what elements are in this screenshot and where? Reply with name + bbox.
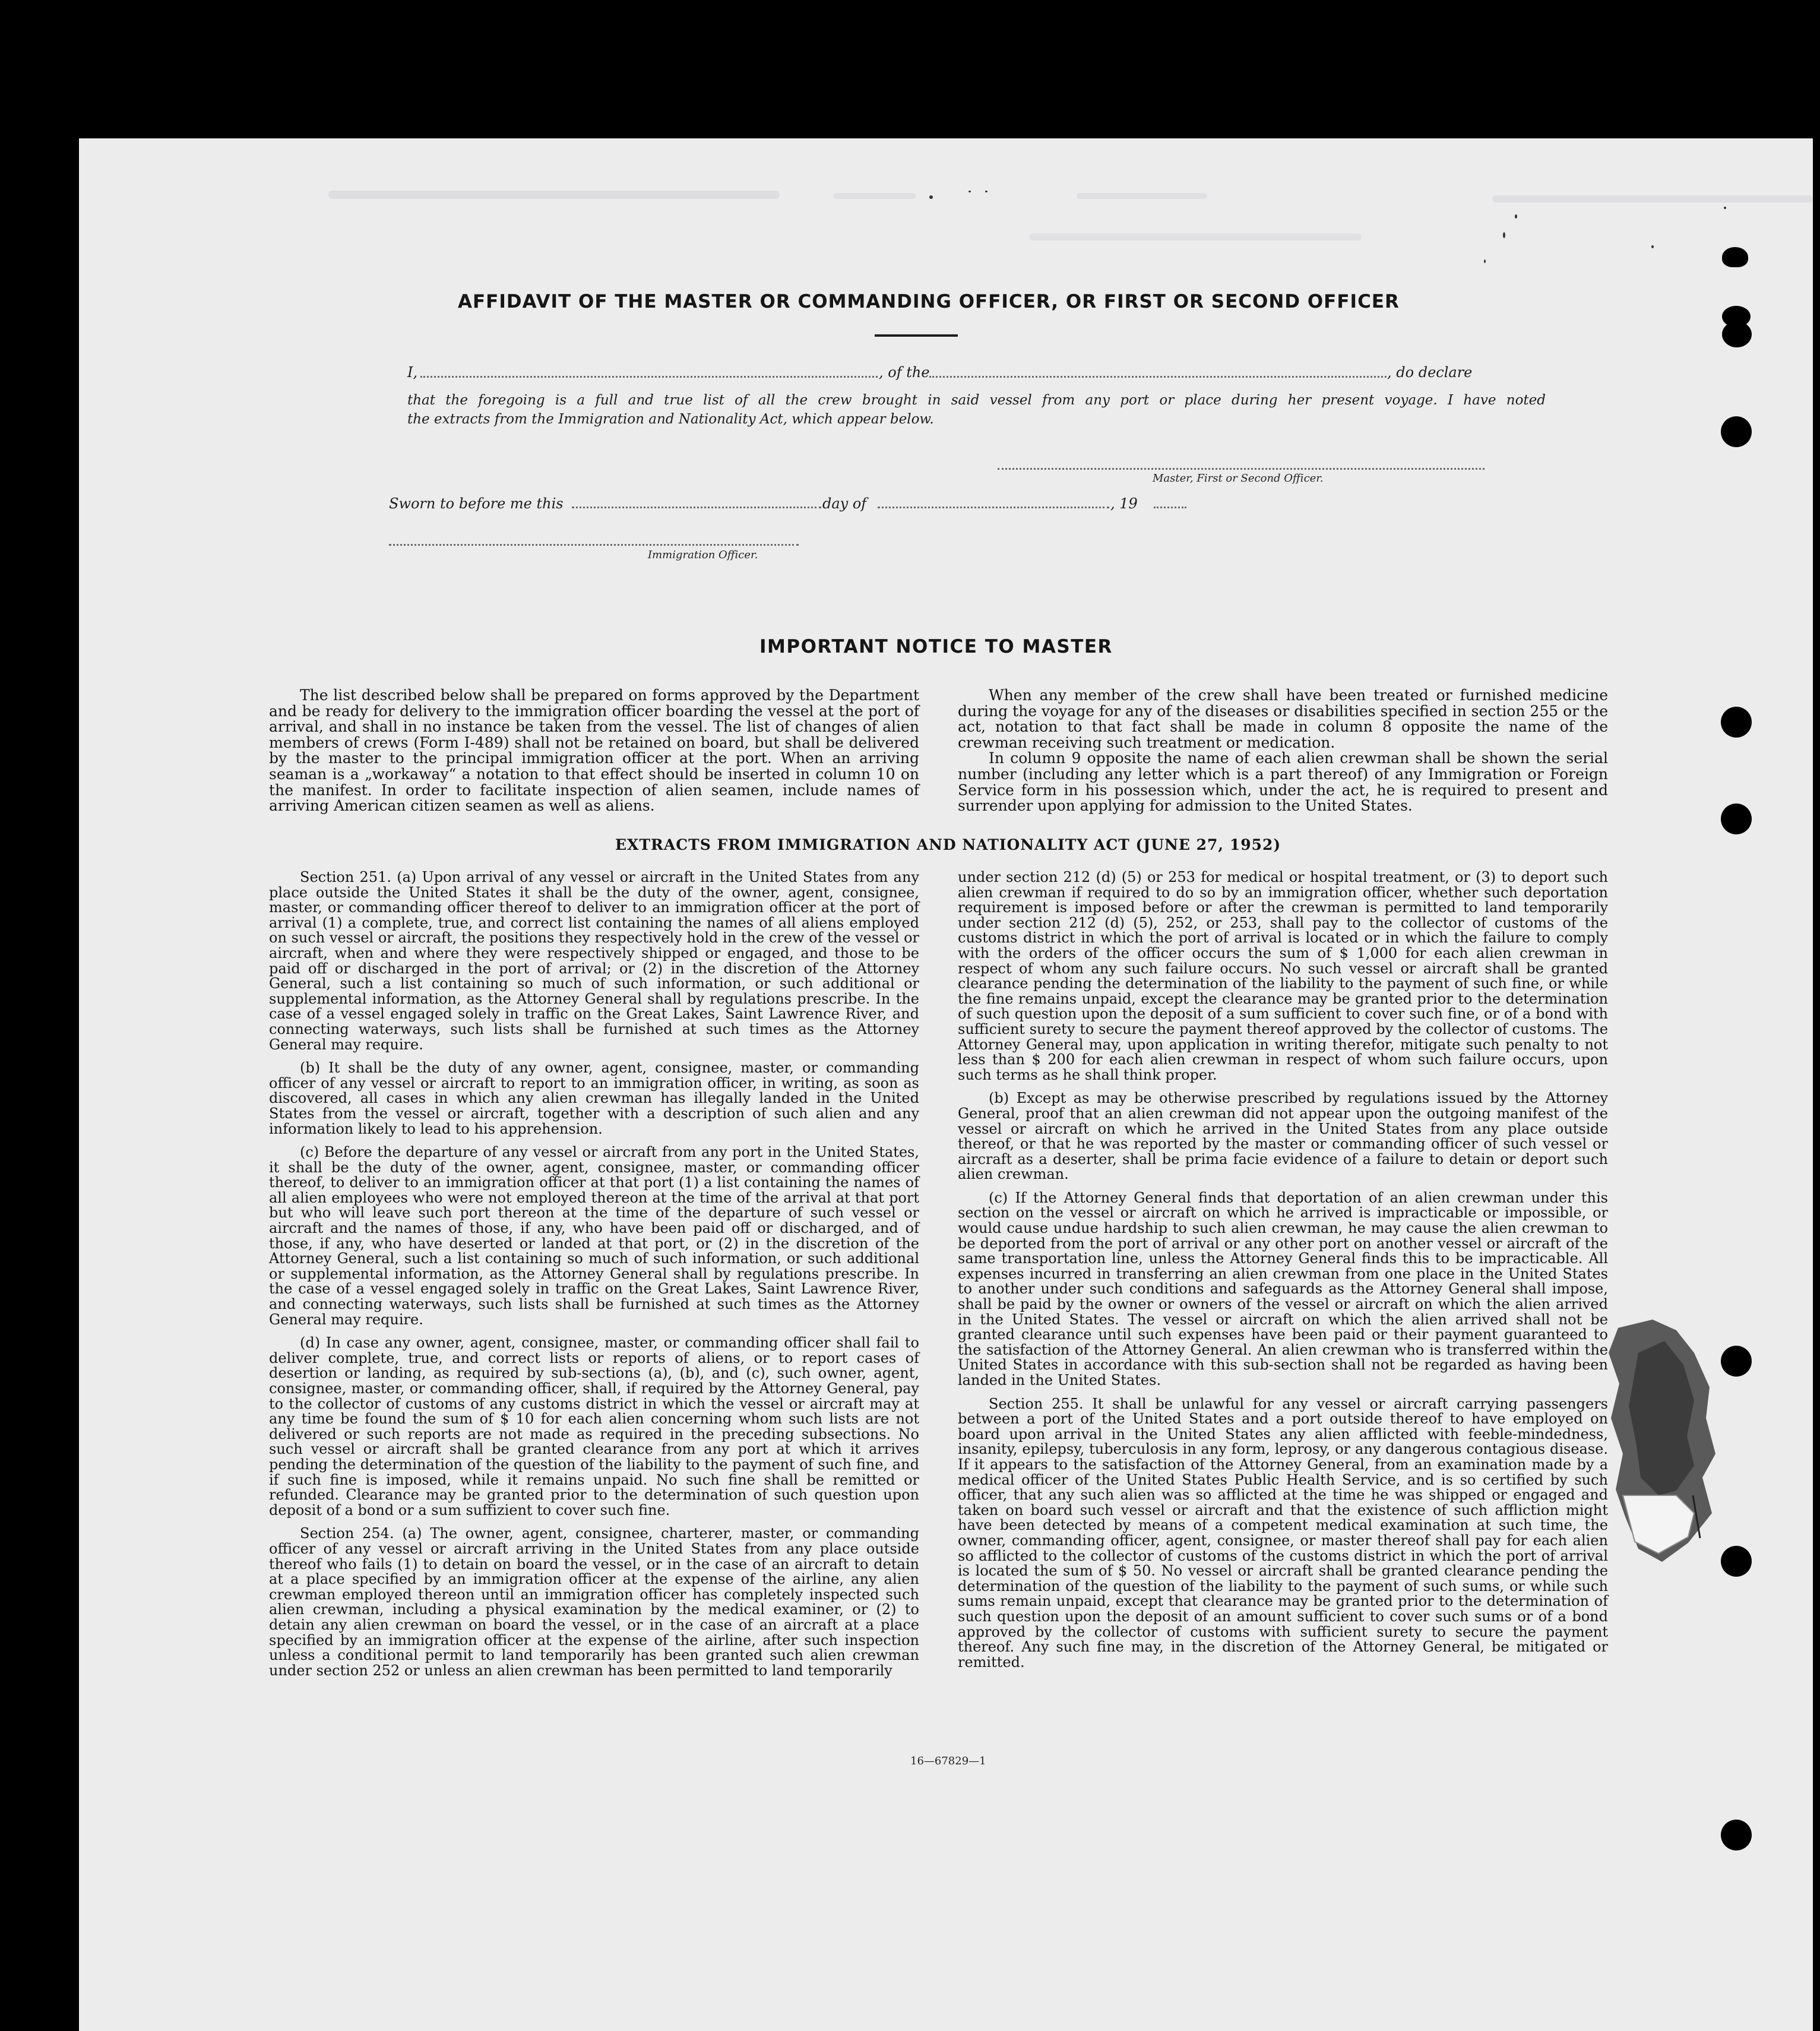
notice-paragraph: When any member of the crew shall have been treated or furnished medicine during the voyage for any of the diseases or disabilities specified in section 255 or the act, notation to that fact shall be made in column 8 opposite the name of the crewman receiving such treatment or medication. <box>958 687 1608 751</box>
section-paragraph: Section 255. It shall be unlawful for any vessel or aircraft carrying passengers between a port of the United States and a port outside thereof to have employed on board upon arrival in the United States any alien afflicted with feeble-mindedness, insanity, epilepsy, tuberculosis in any form, leprosy, or any dangerous contagious disease. If it appears to the satisfaction of the Attorney General, from an examination made by a medical officer of the United States Public Health Service, and is so certified by such officer, that any such alien was so afflicted at the time he was shipped or engaged and taken on board such vessel or aircraft and that the existence of such affliction might have been detected by means of a competent medical examination at such time, the owner, commanding officer, agent, consignee, or master thereof shall pay for each alien so afflicted to the collector of customs of the customs district in which the port of arrival is located the sum of $ 50. No vessel or aircraft shall be granted clearance pending the determination of the question of the liability to the payment of such sums, or while such sums remain unpaid, except that clearance may be granted prior to the determination of such question upon the deposit of an amount sufficient to cover such sums or of a bond approved by the collector of customs with sufficient surety to secure the payment thereof. Any such fine may, in the discretion of the Attorney General, be mitigated or remitted. <box>958 1395 1608 1671</box>
affidavit-declaration-line2: the extracts from the Immigration and Nationality Act, which appear below. <box>407 412 934 427</box>
sworn-day-field-line[interactable] <box>572 507 821 508</box>
speck <box>1503 232 1505 238</box>
affidavit-of-the: , of the <box>879 364 930 381</box>
extracts-right-column <box>958 870 1608 1678</box>
bleed-through-mark <box>833 193 916 199</box>
document-page <box>79 138 1813 2031</box>
punch-hole <box>1721 416 1752 447</box>
sworn-label: Sworn to before me this <box>389 495 564 512</box>
punch-hole <box>1721 707 1752 738</box>
section-paragraph: under section 212 (d) (5) or 253 for medical or hospital treatment, or (3) to deport such alien crewman if required to do so by an immigration officer, whether such deportation requirement is imposed before or after the crewman is permitted to land temporarily under section 212 (d) (5), 252, or 253, shall pay to the collector of customs of the customs district in which the port of arrival is located or in which the failure to comply with the orders of the officer occurs the sum of $ 1,000 for each alien crewman in respect of whom any such failure occurs. No such vessel or aircraft shall be granted clearance pending the determination of the liability to the payment of such fine, or while the fine remains unpaid, except the clearance may be granted prior to the determination of such question upon the deposit of a sum sufficient to cover such fine, or of a bond with sufficient surety to secure the payment thereof approved by the collector of customs. The Attorney General may, upon application in writing therefor, mitigate such penalty to not less than $ 200 for each alien crewman in respect of whom such failure occurs, upon such terms as he shall think proper. <box>958 869 1608 1083</box>
bleed-through-mark <box>1492 195 1813 203</box>
vessel-field-line[interactable] <box>929 376 1387 378</box>
section-paragraph: Section 251. (a) Upon arrival of any vessel or aircraft in the United States from any place outside the United States it shall be the duty of the owner, agent, consignee, master, or commanding officer thereof to deliver to an immigration officer at the port of arrival (1) a complete, true, and correct list containing the names of all aliens employed on such vessel or aircraft, the positions they respectively hold in the crew of the vessel or aircraft, when and where they were respectively shipped or engaged, and those to be paid off or discharged in the port of arrival; or (2) in the discretion of the Attorney General, such a list containing so much of such information, or such additional or supplemental information, as the Attorney General shall by regulations prescribe. In the case of a vessel engaged solely in traffic on the Great Lakes, Saint Lawrence River, and connecting waterways, such lists shall be furnished at such times as the Attorney General may require. <box>269 869 919 1053</box>
section-paragraph: (c) Before the departure of any vessel or aircraft from any port in the United States, it shall be the duty of the owner, agent, consignee, master, or commanding officer thereof, to deliver to an immigration officer at that port (1) a list containing the names of all alien employees who were not employed thereon at the time of the arrival at that port but who will leave such port thereon at the time of the departure of such vessel or aircraft and the names of those, if any, who have been paid off or discharged, and of those, if any, who have deserted or landed at that port, or (2) in the discretion of the Attorney General, such a list containing so much of such information, or such additional or supplemental information, as the Attorney General shall by regulations prescribe. In the case of a vessel engaged solely in traffic on the Great Lakes, Saint Lawrence River, and connecting waterways, such lists shall be furnished at such times as the Attorney General may require. <box>269 1144 919 1328</box>
section-paragraph: (b) It shall be the duty of any owner, agent, consignee, master, or commanding officer of any vessel or aircraft to report to an immigration officer, in writing, as soon as discovered, all cases in which any alien crewman has illegally landed in the United States from the vessel or aircraft, together with a description of such alien and any information likely to lead to his apprehension. <box>269 1059 919 1137</box>
affidavit-i: I, <box>407 364 418 381</box>
punch-hole <box>1722 247 1748 267</box>
punch-hole <box>1721 1346 1752 1377</box>
affidavit-title: AFFIDAVIT OF THE MASTER OR COMMANDING OFFICER, OR FIRST OR SECOND OFFICER <box>458 291 1400 312</box>
form-number: 16—67829—1 <box>910 1755 986 1767</box>
affidavit-declaration-line1: that the foregoing is a full and true list of all the crew brought in said vessel from any port or place during her present voyage. I have noted <box>407 393 1546 408</box>
speck <box>968 191 971 192</box>
affidavit-do-declare: , do declare <box>1387 364 1473 381</box>
punch-hole <box>1721 1820 1752 1850</box>
speck <box>1651 245 1654 248</box>
section-paragraph: (c) If the Attorney General finds that deportation of an alien crewman under this section on the vessel or aircraft on which he arrived is impracticable or impossible, or would cause undue hardship to such alien crewman, he may cause the alien crewman to be deported from the port of arrival or any other port on another vessel or aircraft of the same transportation line, unless the Attorney General finds this to be impracticable. All expenses incurred in transferring an alien crewman from one place in the United States to another under such conditions and safeguards as the Attorney General shall impose, shall be paid by the owner or owners of the vessel or aircraft on which the alien arrived in the United States. The vessel or aircraft on which the alien arrived shall not be granted clearance until such expenses have been paid or their payment guaranteed to the satisfaction of the Attorney General. An alien crewman who is transferred within the United States in accordance with this sub-section shall not be regarded as having been landed in the United States. <box>958 1189 1608 1388</box>
notice-right-column <box>958 688 1608 814</box>
name-field-line[interactable] <box>420 376 878 378</box>
punch-hole <box>1721 1546 1752 1577</box>
section-paragraph: (d) In case any owner, agent, consignee, master, or commanding officer shall fail to deliver complete, true, and correct lists or reports of aliens, or to report cases of desertion or landing, as required by sub-sections (a), (b), and (c), such owner, agent, consignee, master, or commanding officer, shall, if required by the Attorney General, pay to the collector of customs of any customs district in which the vessel or aircraft may at any time be found the sum of $ 10 for each alien concerning whom such lists are not delivered or such reports are not made as required in the preceding subsections. No such vessel or aircraft shall be granted clearance from any port at which it arrives pending the determination of the question of the liability to the payment of such fine, and if such fine is imposed, while it remains unpaid. No such fine shall be remitted or refunded. Clearance may be granted prior to the determination of such question upon deposit of a bond or a sum suffizient to cover such fine. <box>269 1334 919 1518</box>
speck <box>985 191 987 192</box>
immigration-officer-signature-line[interactable] <box>389 544 799 546</box>
notice-title: IMPORTANT NOTICE TO MASTER <box>759 636 1113 657</box>
punch-hole <box>1722 321 1752 347</box>
bleed-through-mark <box>1029 233 1362 241</box>
master-signature-caption: Master, First or Second Officer. <box>1153 472 1324 485</box>
punch-hole <box>1721 803 1752 834</box>
speck <box>1515 214 1517 219</box>
notice-paragraph: In column 9 opposite the name of each alien crewman shall be shown the serial number (including any letter which is a part thereof) of any Immigration or Foreign Service form in his possession which, under the act, he is required to present and surrender upon applying for admission to the United States. <box>958 749 1608 815</box>
bleed-through-mark <box>1077 193 1207 199</box>
notice-paragraph: The list described below shall be prepared on forms approved by the Department and be ready for delivery to the immigration officer boarding the vessel at the port of arrival, and shall in no instance be taken from the vessel. The list of changes of alien members of crews (Form I-489) shall not be retained on board, but shall be delivered by the master to the principal immigration officer at the port. When an arriving seaman is a „workaway“ a notation to that effect should be inserted in column 10 on the manifest. In order to facilitate inspection of alien seamen, include names of arriving American citizen seamen as well as aliens. <box>269 687 919 815</box>
title-underline <box>875 334 958 337</box>
section-paragraph: Section 254. (a) The owner, agent, consignee, charterer, master, or commanding officer of any vessel or aircraft arriving in the United States from any place outside thereof who fails (1) to detain on board the vessel, or in the case of an aircraft to detain at a place specified by an immigration officer at the expense of the airline, any alien crewman employed thereon until an immigration officer has completely inspected such alien crewman, including a physical examination by the medical examiner, or (2) to detain any alien crewman on board the vessel, or in the case of an aircraft at a place specified by an immigration officer at the expense of the airline, after such inspection unless a conditional permit to land temporarily has been granted such alien crewman under section 252 or unless an alien crewman has been permitted to land temporarily <box>269 1525 919 1679</box>
bleed-through-mark <box>328 191 780 199</box>
year-label: , 19 <box>1110 495 1138 512</box>
master-signature-line[interactable] <box>998 468 1485 470</box>
day-of-label: day of <box>822 495 867 512</box>
section-paragraph: (b) Except as may be otherwise prescribed by regulations issued by the Attorney General, proof that an alien crewman did not appear upon the outgoing manifest of the vessel or aircraft on which he arrived in the United States from any place outside thereof, or that he was reported by the master or commanding officer of such vessel or aircraft as a deserter, shall be prima facie evidence of a failure to detain or deport such alien crewman. <box>958 1090 1608 1183</box>
extracts-left-column <box>269 870 919 1687</box>
sworn-month-field-line[interactable] <box>878 507 1109 508</box>
torn-paper-damage <box>1605 1317 1718 1567</box>
speck <box>1484 260 1486 263</box>
immigration-officer-caption: Immigration Officer. <box>648 549 758 561</box>
speck <box>1724 207 1726 209</box>
speck <box>929 195 933 199</box>
extracts-title: EXTRACTS FROM IMMIGRATION AND NATIONALITY ACT (JUNE 27, 1952) <box>615 836 1281 853</box>
notice-left-column <box>269 688 919 814</box>
year-field-line[interactable] <box>1154 507 1186 508</box>
